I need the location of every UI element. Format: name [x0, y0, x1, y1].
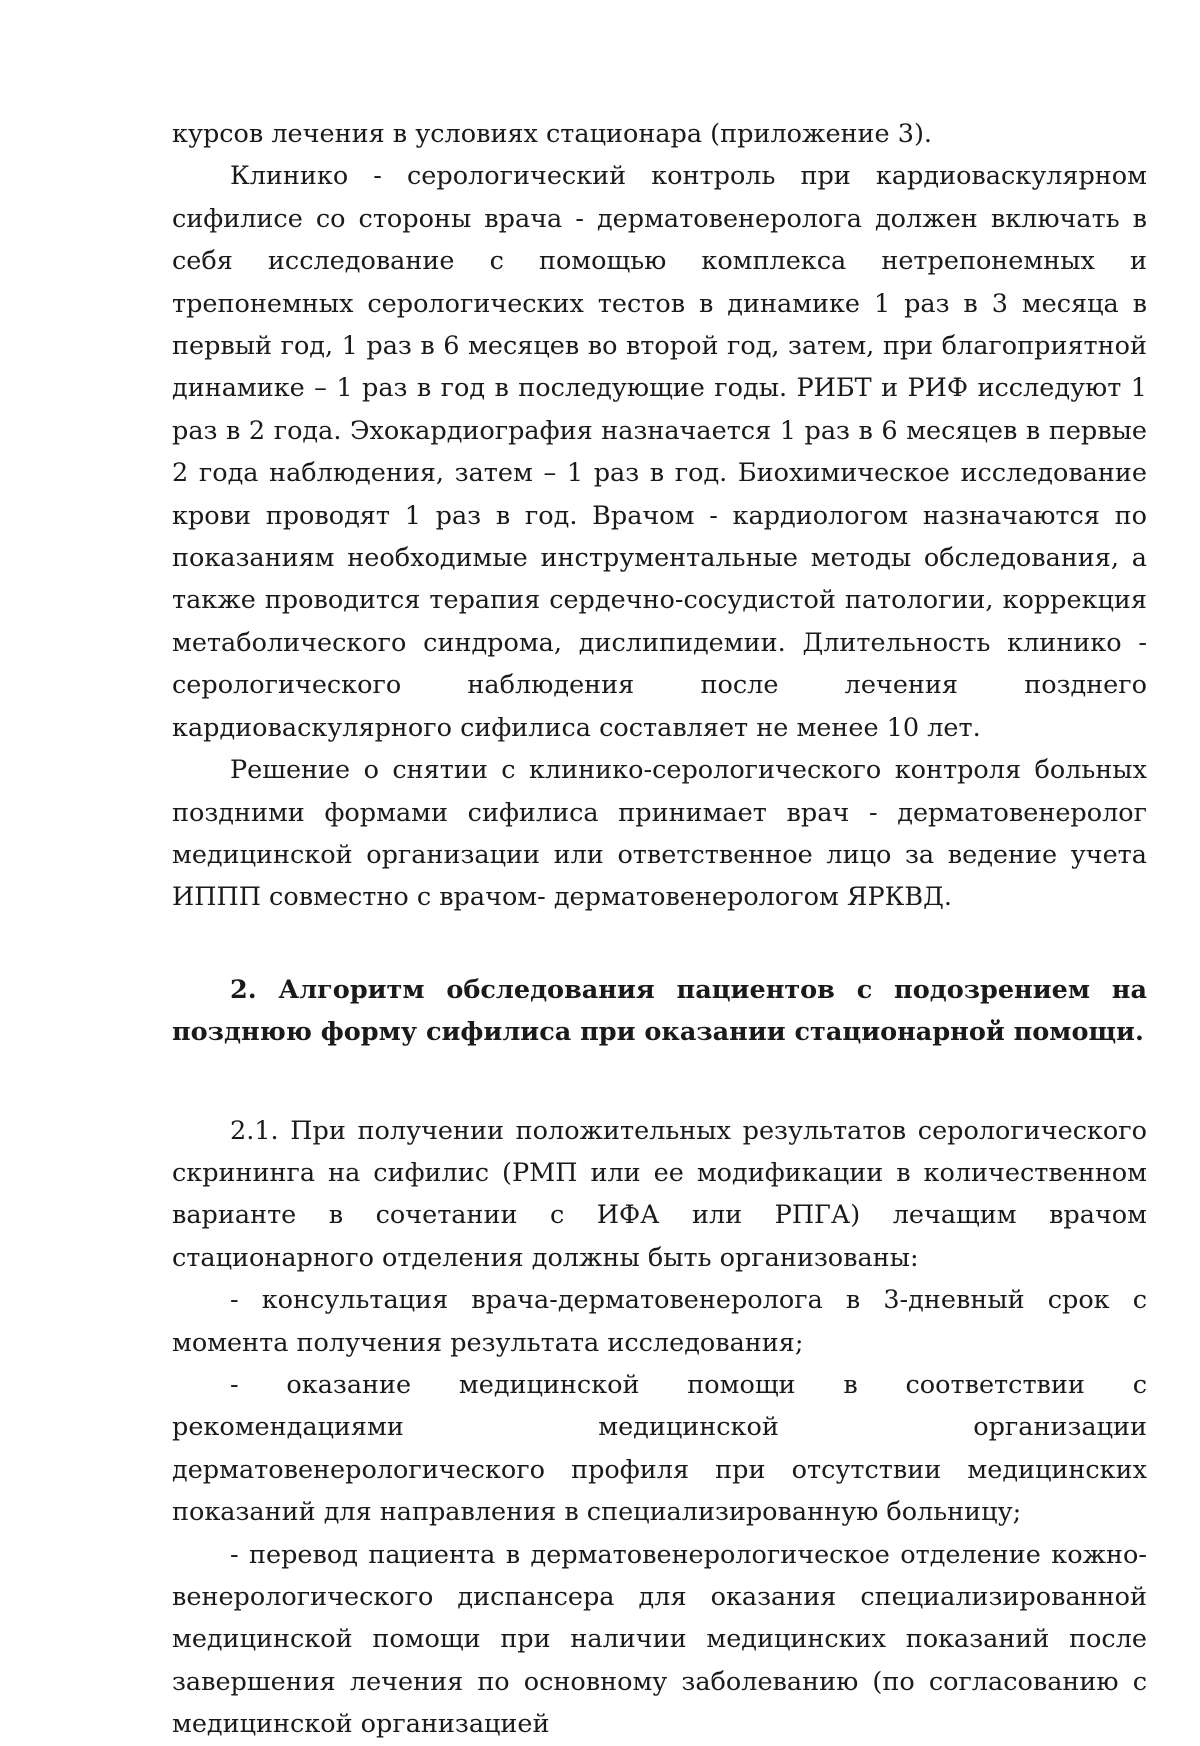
- paragraph-2-1: 2.1. При получении положительных результатов серологического скрининга на сифилис (РМП или ее модификации в количественном варианте в сочетании с ИФА или РПГА) лечащим врачом стационарного отделения должны быть организованы:: [172, 1115, 1147, 1273]
- list-item-transfer: - перевод пациента в дерматовенерологическое отделение кожно-венерологического диспансера для оказания специализированной медицинской помощи при наличии медицинских показаний после завершения лечения по основному заболеванию (по согласованию с медицинской организацией: [172, 1539, 1147, 1740]
- continuation-paragraph: курсов лечения в условиях стационара (приложение 3).: [172, 119, 933, 149]
- list-item-medical-help: - оказание медицинской помощи в соответствии с рекомендациями медицинской организации дерматовенерологического профиля при отсутствии медицинских показаний для направления в специализированную больницу;: [172, 1369, 1147, 1528]
- list-item-consultation: - консультация врача-дерматовенеролога в 3-дневный срок с момента получения результата исследования;: [172, 1285, 1147, 1358]
- paragraph-removal-decision: Решение о снятии с клинико-серологического контроля больных поздними формами сифилиса принимает врач - дерматовенеролог медицинской организации или ответственное лицо за ведение учета ИППП совместно с врачом- дерматовенерологом ЯРКВД.: [172, 755, 1147, 913]
- document-page: [172, 113, 1147, 1746]
- spacer: [172, 1054, 1147, 1110]
- spacer: [172, 919, 1147, 969]
- section-heading: 2. Алгоритм обследования пациентов с подозрением на позднюю форму сифилиса при оказании стационарной помощи.: [172, 974, 1147, 1048]
- paragraph-serological-control: Клинико - серологический контроль при кардиоваскулярном сифилисе со стороны врача - дерматовенеролога должен включать в себя исследование с помощью комплекса нетрепонемных и трепонемных серологических тестов в динамике 1 раз в 3 месяца в первый год, 1 раз в 6 месяцев во второй год, затем, при благоприятной динамике – 1 раз в год в последующие годы. РИБТ и РИФ исследуют 1 раз в 2 года. Эхокардиография назначается 1 раз в 6 месяцев в первые 2 года наблюдения, затем – 1 раз в год. Биохимическое исследование крови проводят 1 раз в год. Врачом - кардиологом назначаются по показаниям необходимые инструментальные методы обследования, а также проводится терапия сердечно-сосудистой патологии, коррекция метаболического синдрома, дислипидемии. Длительность клинико - серологического наблюдения после лечения позднего кардиоваскулярного сифилиса составляет не менее 10 лет.: [172, 161, 1147, 743]
